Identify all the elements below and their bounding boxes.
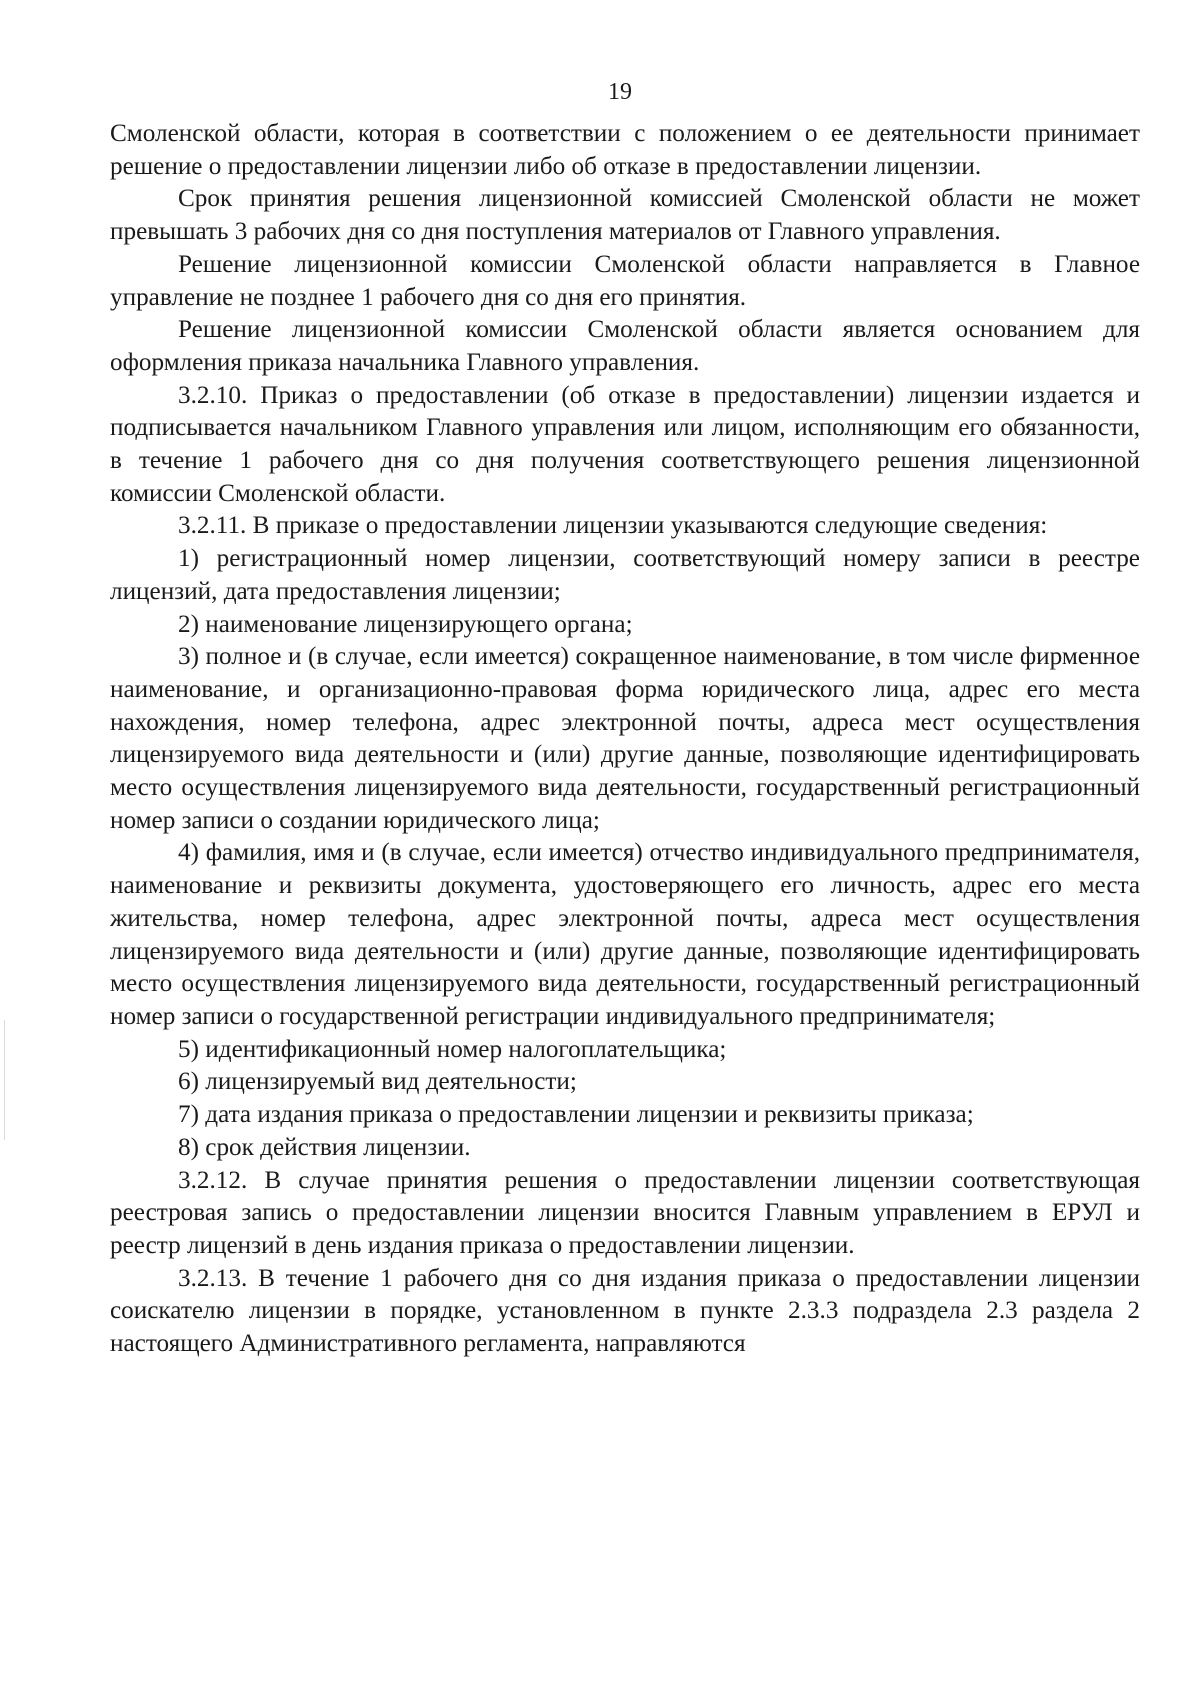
list-item: 7) дата издания приказа о предоставлении лицензии и реквизиты приказа; xyxy=(178,1101,974,1129)
paragraph: 3.2.10. Приказ о предоставлении (об отказе в предоставлении) лицензии издается и подписывается начальником Главного управления или лицом, исполняющим его обязанности, в течение 1 рабочего дня со дня получения соответствующего решения лицензионной комиссии Смоленской области. xyxy=(110,381,1140,507)
list-item: 1) регистрационный номер лицензии, соответствующий номеру записи в реестре лицензий, дата предоставления лицензии; xyxy=(110,545,1140,605)
paragraph: Решение лицензионной комиссии Смоленской области является основанием для оформления приказа начальника Главного управления. xyxy=(110,316,1140,376)
paragraph: 3.2.13. В течение 1 рабочего дня со дня издания приказа о предоставлении лицензии соискателю лицензии в порядке, установленном в пункте 2.3.3 подраздела 2.3 раздела 2 настоящего Административного регламента, направляются xyxy=(110,1264,1140,1358)
list-item: 5) идентификационный номер налогоплательщика; xyxy=(178,1035,727,1063)
paragraph: 3.2.11. В приказе о предоставлении лицензии указываются следующие сведения: xyxy=(178,512,1048,540)
list-item: 8) срок действия лицензии. xyxy=(178,1133,471,1161)
list-item: 6) лицензируемый вид деятельности; xyxy=(178,1068,577,1096)
paragraph: Смоленской области, которая в соответствии с положением о ее деятельности принимает решение о предоставлении лицензии либо об отказе в предоставлении лицензии. xyxy=(110,120,1140,180)
list-item: 4) фамилия, имя и (в случае, если имеется) отчество индивидуального предпринимателя, наименование и реквизиты документа, удостоверяющего его личность, адрес его места жительства, номер телефона, адрес электронной почты, адреса мест осуществления лицензируемого вида деятельности и (или) другие данные, позволяющие идентифицировать место осуществления лицензируемого вида деятельности, государственный регистрационный номер записи о государственной регистрации индивидуального предпринимателя; xyxy=(110,839,1140,1030)
list-item: 3) полное и (в случае, если имеется) сокращенное наименование, в том числе фирменное наименование, и организационно-правовая форма юридического лица, адрес его места нахождения, номер телефона, адрес электронной почты, адреса мест осуществления лицензируемого вида деятельности и (или) другие данные, позволяющие идентифицировать место осуществления лицензируемого вида деятельности, государственный регистрационный номер записи о создании юридического лица; xyxy=(110,643,1140,834)
paragraph: Решение лицензионной комиссии Смоленской области направляется в Главное управление не позднее 1 рабочего дня со дня его принятия. xyxy=(110,250,1140,311)
page-number: 19 xyxy=(608,79,632,105)
document-body xyxy=(110,118,1140,1361)
paragraph: Срок принятия решения лицензионной комиссией Смоленской области не может превышать 3 рабочих дня со дня поступления материалов от Главного управления. xyxy=(110,185,1140,246)
list-item: 2) наименование лицензирующего органа; xyxy=(178,610,633,638)
paragraph: 3.2.12. В случае принятия решения о предоставлении лицензии соответствующая реестровая запись о предоставлении лицензии вносится Главным управлением в ЕРУЛ и реестр лицензий в день издания приказа о предоставлении лицензии. xyxy=(110,1166,1140,1259)
scan-edge-mark xyxy=(4,1020,5,1140)
